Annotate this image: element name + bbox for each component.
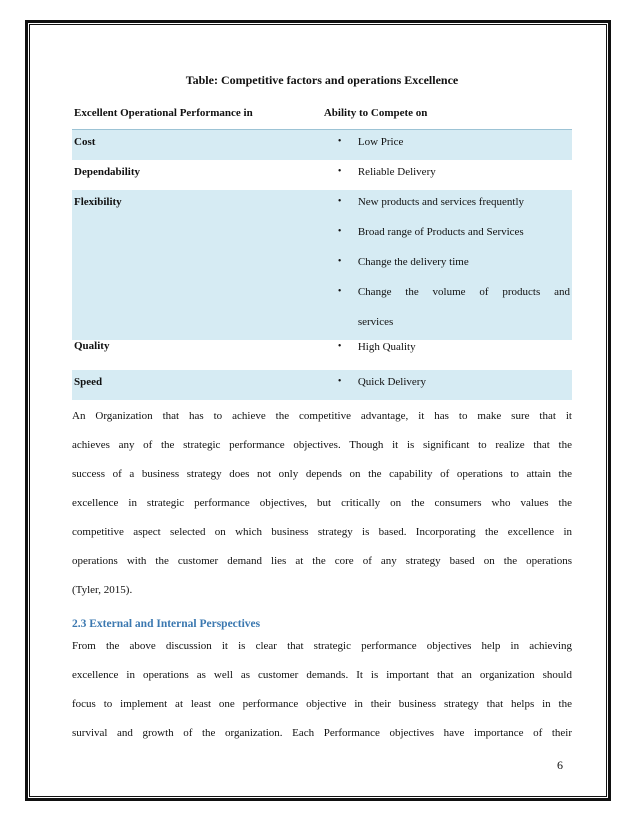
bullet-item: • Change the delivery time — [324, 250, 570, 280]
paragraph-line: achieves any of the strategic performance objectives. Though it is significant to realize that the — [72, 439, 572, 451]
paragraph-line: excellence in operations as well as customer demands. It is important that an organization should — [72, 669, 572, 681]
paragraph-line: (Tyler, 2015). — [72, 584, 133, 596]
table-row-quality — [72, 340, 572, 370]
table-row-flexibility — [72, 190, 572, 340]
paragraph-line: success of a business strategy does not only depends on the capability of operations to attain the — [72, 468, 572, 480]
bullet-item: • Broad range of Products and Services — [324, 220, 570, 250]
bullet-icon: • — [337, 196, 342, 207]
table-cell-factor: Cost — [72, 130, 322, 161]
bullet-icon: • — [337, 376, 342, 387]
table-row-dependability — [72, 160, 572, 190]
bullet-icon: • — [337, 286, 342, 297]
paragraph-line: From the above discussion it is clear that strategic performance objectives help in achieving — [72, 640, 572, 652]
bullet-continuation: services — [357, 316, 394, 328]
bullet-icon: • — [337, 256, 342, 267]
section-heading: 2.3 External and Internal Perspectives — [72, 618, 261, 630]
bullet-item: • Reliable Delivery — [324, 160, 570, 190]
paragraph-line: competitive aspect selected on which business strategy is based. Incorporating the excellence in — [72, 526, 572, 538]
table-title: Table: Competitive factors and operations Excellence — [185, 73, 459, 87]
table-cell-factor: Quality — [74, 340, 110, 352]
table-header-factor: Excellent Operational Performance in — [72, 105, 322, 130]
table-cell-factor: Speed — [72, 370, 322, 400]
document-body — [72, 70, 572, 748]
table-row-speed — [72, 370, 572, 400]
bullet-icon: • — [337, 226, 342, 237]
bullet-item: • Quick Delivery — [324, 370, 570, 400]
bullet-icon: • — [337, 166, 342, 177]
bullet-item: • Low Price — [324, 130, 570, 160]
paragraph-line: operations with the customer demand lies at the core of any strategy based on the operations — [72, 555, 572, 567]
bullet-icon: • — [337, 136, 342, 147]
paragraph-line: survival and growth of the organization. Each Performance objectives have importance of their — [72, 727, 572, 739]
paragraph-perspectives — [72, 632, 572, 748]
bullet-item: • Change the volume of products and — [324, 280, 570, 310]
bullet-item: • High Quality — [324, 340, 570, 370]
competitive-factors-table — [72, 105, 572, 400]
table-header-row — [72, 105, 572, 130]
paragraph-competitive-advantage — [72, 402, 572, 605]
paragraph-line: focus to implement at least one performance objective in their business strategy that helps in the — [72, 698, 572, 710]
paragraph-line: An Organization that has to achieve the competitive advantage, it has to make sure that it — [72, 410, 572, 422]
table-cell-factor: Dependability — [74, 166, 141, 178]
paragraph-line: excellence in strategic performance objectives, but critically on the consumers who values the — [72, 497, 572, 509]
table-cell-factor: Flexibility — [72, 190, 322, 340]
bullet-item: • New products and services frequently — [324, 190, 570, 220]
page-number: 6 — [557, 758, 563, 772]
bullet-icon: • — [337, 341, 342, 352]
table-header-ability: Ability to Compete on — [322, 105, 572, 130]
table-row-cost — [72, 130, 572, 161]
